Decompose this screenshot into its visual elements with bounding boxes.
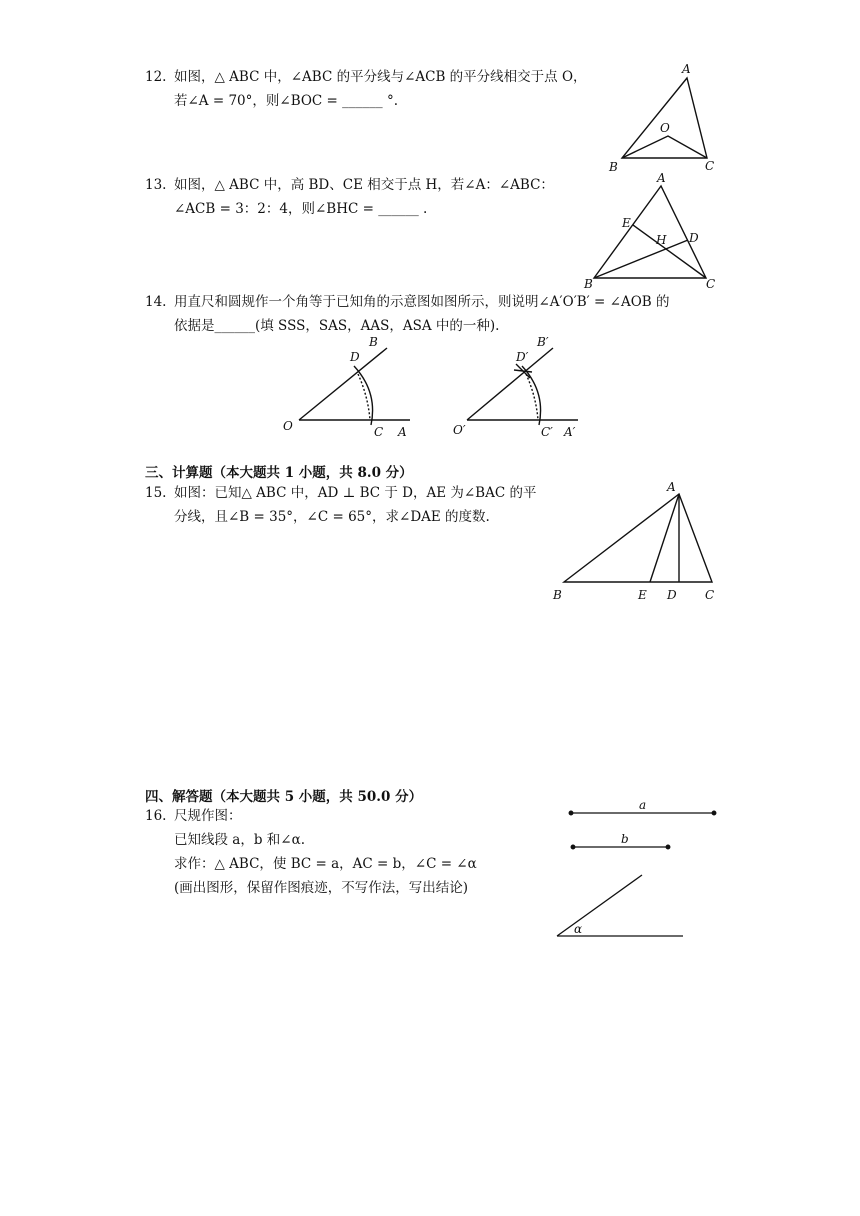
q14-number: 14. bbox=[145, 294, 167, 310]
fig13-label-c: C bbox=[706, 277, 716, 291]
fig12-bisectors bbox=[622, 136, 707, 158]
fig14-label-o: O bbox=[283, 419, 293, 433]
fig14-label-d2: D′ bbox=[516, 350, 529, 364]
figure-15 bbox=[564, 494, 712, 582]
q16-text-line1: 尺规作图： bbox=[174, 808, 242, 824]
q12-text-line1: 如图，△ ABC 中，∠ABC 的平分线与∠ACB 的平分线相交于点 O， bbox=[174, 69, 587, 85]
q14-text-line2: 依据是______(填 SSS，SAS，AAS，ASA 中的一种). bbox=[174, 318, 500, 334]
q13-text-line2: ∠ACB = 3：2：4，则∠BHC = ______ . bbox=[174, 201, 428, 217]
fig14-label-b: B bbox=[369, 335, 378, 349]
fig16-segment-b-start bbox=[571, 845, 575, 849]
fig15-bisector-ae bbox=[650, 494, 679, 582]
q12-number: 12. bbox=[145, 69, 167, 85]
fig12-label-a: A bbox=[682, 62, 691, 76]
fig16-segment-b-end bbox=[666, 845, 670, 849]
fig16-segment-a-start bbox=[569, 811, 573, 815]
fig16-label-b: b bbox=[621, 832, 629, 846]
fig14-label-b2: B′ bbox=[537, 335, 549, 349]
fig14-arc-2 bbox=[522, 366, 541, 425]
q13-number: 13. bbox=[145, 177, 167, 193]
figure-12 bbox=[622, 78, 707, 158]
fig15-triangle bbox=[564, 494, 712, 582]
fig14-dashed-c2d2 bbox=[526, 374, 538, 420]
q15-number: 15. bbox=[145, 485, 167, 501]
q16-number: 16. bbox=[145, 808, 167, 824]
fig12-label-b: B bbox=[609, 160, 618, 174]
fig14-dashed-cd bbox=[358, 374, 370, 420]
q16-text-line3: 求作：△ ABC，使 BC = a，AC = b，∠C = ∠α bbox=[174, 856, 477, 872]
fig16-angle-ray bbox=[557, 875, 642, 936]
q12-text-line2: 若∠A = 70°，则∠BOC = ______ °. bbox=[174, 93, 398, 109]
fig14-label-d: D bbox=[350, 350, 360, 364]
fig13-label-a: A bbox=[657, 171, 666, 185]
q15-text-line1: 如图：已知△ ABC 中，AD ⊥ BC 于 D，AE 为∠BAC 的平 bbox=[174, 485, 537, 501]
fig13-label-d: D bbox=[689, 231, 699, 245]
fig14-ray-ob bbox=[299, 348, 387, 420]
fig12-label-o: O bbox=[660, 121, 670, 135]
fig13-label-b: B bbox=[584, 277, 593, 291]
q14-text-line1: 用直尺和圆规作一个角等于已知角的示意图如图所示，则说明∠A′O′B′ = ∠AOB 的 bbox=[174, 294, 670, 310]
fig15-label-b: B bbox=[553, 588, 562, 602]
fig15-label-a: A bbox=[667, 480, 676, 494]
fig14-label-c2: C′ bbox=[541, 425, 553, 439]
q16-text-line4: (画出图形，保留作图痕迹，不写作法，写出结论) bbox=[174, 880, 469, 896]
section-3-heading: 三、计算题（本大题共 1 小题，共 8.0 分） bbox=[145, 465, 413, 481]
fig15-label-d: D bbox=[667, 588, 677, 602]
q13-text-line1: 如图，△ ABC 中，高 BD、CE 相交于点 H，若∠A：∠ABC： bbox=[174, 177, 554, 193]
fig12-label-c: C bbox=[705, 159, 715, 173]
fig15-label-c: C bbox=[705, 588, 715, 602]
fig14-label-c: C bbox=[374, 425, 384, 439]
figure-16 bbox=[557, 811, 716, 936]
q15-text-line2: 分线，且∠B = 35°，∠C = 65°，求∠DAE 的度数. bbox=[174, 509, 490, 525]
fig14-label-a2: A′ bbox=[564, 425, 576, 439]
section-4-heading: 四、解答题（本大题共 5 小题，共 50.0 分） bbox=[145, 789, 423, 805]
fig13-label-e: E bbox=[622, 216, 631, 230]
q16-text-line2: 已知线段 a，b 和∠α. bbox=[174, 832, 305, 848]
fig15-label-e: E bbox=[638, 588, 647, 602]
fig14-label-o2: O′ bbox=[453, 423, 466, 437]
fig14-arc bbox=[354, 366, 373, 425]
fig16-label-alpha: α bbox=[574, 922, 583, 936]
fig16-label-a: a bbox=[639, 798, 647, 812]
fig13-label-h: H bbox=[656, 233, 667, 247]
fig16-segment-a-end bbox=[712, 811, 716, 815]
fig12-triangle bbox=[622, 78, 707, 158]
fig14-label-a: A bbox=[398, 425, 407, 439]
